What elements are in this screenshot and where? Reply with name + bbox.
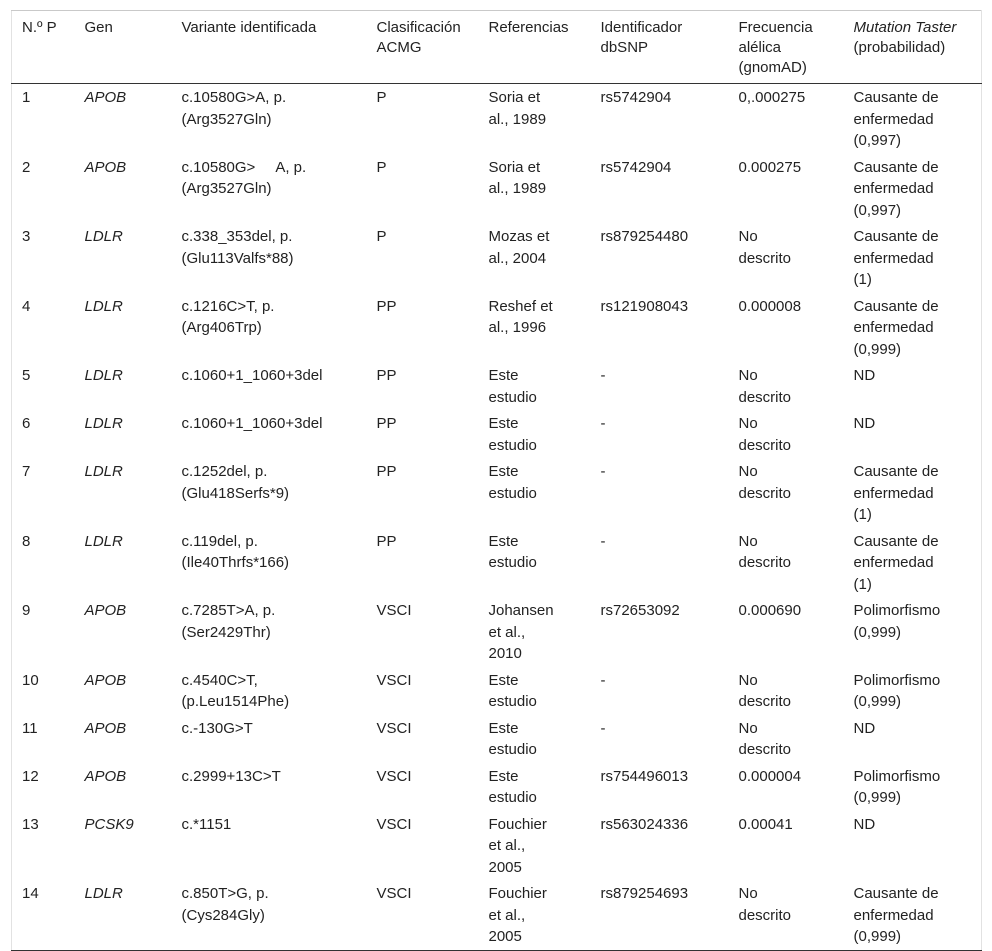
cell-gen: APOB	[84, 671, 127, 689]
cell-variante	[172, 880, 367, 950]
cell-referencias	[479, 154, 591, 224]
ref-line3: 2005	[488, 858, 522, 876]
freq-line1: No	[738, 463, 758, 480]
cell-acmg: VSCI	[376, 602, 412, 619]
ref-line2: estudio	[488, 693, 537, 710]
mt-line2: enfermedad	[853, 180, 934, 197]
mt-line2: enfermedad	[853, 906, 934, 924]
freq-line1: No	[738, 719, 758, 737]
cell-acmg: PP	[376, 367, 397, 384]
variante-line2: (p.Leu1514Phe)	[181, 693, 290, 710]
cell-frecuencia: 0,.000275	[738, 89, 806, 106]
cell-gen: LDLR	[84, 367, 123, 384]
header-dbsnp-line2: dbSNP	[600, 39, 649, 56]
cell-variante	[172, 223, 367, 293]
header-variante-label: Variante identificada	[181, 19, 317, 36]
variante-line2: (Arg406Trp)	[181, 319, 262, 336]
cell-acmg: PP	[376, 297, 397, 315]
cell-mutation-taster	[844, 763, 982, 811]
ref-line1: Soria et	[488, 158, 541, 176]
cell-referencias	[479, 223, 591, 293]
cell-referencias	[479, 362, 591, 410]
variante-line2: (Glu113Valfs*88)	[181, 249, 294, 267]
mt-line1: Polimorfismo	[853, 767, 941, 785]
freq-line2: descrito	[738, 554, 792, 571]
cell-dbsnp: -	[600, 367, 606, 384]
cell-np: 5	[12, 362, 75, 410]
freq-line1: No	[738, 671, 758, 689]
freq-line1: No	[738, 415, 758, 432]
cell-dbsnp: -	[600, 719, 606, 737]
cell-dbsnp: -	[600, 532, 606, 550]
ref-line2: estudio	[488, 388, 537, 406]
cell-gen: LDLR	[84, 415, 123, 432]
ref-line2: et al.,	[488, 906, 526, 924]
cell-acmg: VSCI	[376, 767, 412, 785]
variante-line1: c.4540C>T,	[181, 671, 258, 689]
header-gen	[75, 11, 172, 84]
cell-mutation-taster	[844, 667, 982, 715]
cell-gen: LDLR	[84, 532, 123, 550]
cell-variante	[172, 597, 367, 667]
cell-referencias	[479, 667, 591, 715]
freq-line2: descrito	[738, 484, 792, 502]
cell-dbsnp: rs72653092	[600, 602, 680, 619]
header-np-label: N.º P	[22, 19, 57, 36]
cell-mutation-taster	[844, 597, 982, 667]
cell-frecuencia	[729, 880, 844, 950]
header-dbsnp	[591, 11, 729, 84]
cell-variante: c.2999+13C>T	[181, 767, 281, 785]
mt-line3: (1)	[853, 271, 872, 288]
cell-dbsnp: rs879254693	[591, 880, 729, 950]
variante-line2: (Arg3527Gln)	[181, 180, 272, 197]
cell-frecuencia	[729, 715, 844, 763]
header-clasificacion-line2: ACMG	[376, 39, 422, 56]
header-mutation-taster-label: Mutation Taster	[853, 19, 957, 36]
cell-mutation-taster	[844, 84, 982, 154]
cell-frecuencia: 0.000275	[738, 158, 802, 176]
mt-line3: (0,999)	[853, 928, 902, 945]
cell-dbsnp: rs5742904	[600, 89, 672, 106]
cell-np: 9	[12, 597, 75, 667]
cell-mutation-taster	[844, 458, 982, 528]
cell-gen: LDLR	[84, 297, 123, 315]
ref-line2: estudio	[488, 741, 537, 758]
table-row	[12, 410, 982, 458]
ref-line1: Reshef et	[488, 297, 553, 315]
header-mutation-taster	[844, 11, 982, 84]
cell-referencias	[479, 410, 591, 458]
header-frecuencia-line3: (gnomAD)	[738, 59, 807, 76]
header-mutation-taster-sub: (probabilidad)	[853, 39, 946, 56]
mt-line2: enfermedad	[853, 110, 934, 128]
mt-line3: (1)	[853, 575, 872, 593]
cell-dbsnp: rs5742904	[600, 158, 672, 176]
cell-mutation-taster	[844, 223, 982, 293]
variante-line1: c.10580G> A, p.	[181, 158, 307, 176]
ref-line2: estudio	[488, 484, 537, 502]
mt-line1: Polimorfismo	[853, 671, 941, 689]
freq-line2: descrito	[738, 741, 792, 758]
ref-line1: Este	[488, 463, 519, 480]
variante-line1: c.1252del, p.	[181, 463, 268, 480]
mt-line2: enfermedad	[853, 249, 934, 267]
mt-line2: (0,999)	[853, 623, 902, 641]
table-row	[12, 715, 982, 763]
mt-line1: Causante de	[853, 885, 939, 902]
header-referencias-label: Referencias	[488, 19, 569, 36]
cell-variante	[172, 293, 367, 363]
header-referencias	[479, 11, 591, 84]
variante-line2: (Arg3527Gln)	[181, 110, 272, 128]
cell-variante	[172, 84, 367, 154]
cell-np: 6	[12, 410, 75, 458]
variante-line1: c.338_353del, p.	[181, 228, 293, 245]
cell-np: 10	[12, 667, 75, 715]
cell-dbsnp: -	[600, 463, 606, 480]
cell-frecuencia	[729, 528, 844, 598]
table-row	[12, 293, 982, 363]
ref-line1: Este	[488, 532, 519, 550]
cell-dbsnp: -	[600, 415, 606, 432]
header-variante	[172, 11, 367, 84]
ref-line2: al., 1989	[488, 110, 547, 128]
cell-referencias	[479, 597, 591, 667]
cell-variante	[172, 154, 367, 224]
cell-np: 14	[12, 880, 75, 950]
cell-frecuencia: 0.000690	[738, 602, 802, 619]
freq-line2: descrito	[738, 693, 792, 710]
cell-acmg: VSCI	[367, 880, 479, 950]
variante-line2: (Ser2429Thr)	[181, 623, 271, 641]
mt-line3: (0,997)	[853, 201, 902, 219]
cell-referencias	[479, 811, 591, 881]
table-row	[12, 528, 982, 598]
cell-dbsnp: rs121908043	[600, 297, 689, 315]
ref-line2: et al.,	[488, 623, 526, 641]
header-row	[12, 11, 982, 84]
ref-line1: Este	[488, 719, 519, 737]
cell-np: 1	[12, 84, 75, 154]
mt-line2: enfermedad	[853, 484, 934, 502]
table-body	[12, 84, 982, 951]
table-row	[12, 811, 982, 881]
mt-line3: (1)	[853, 506, 872, 523]
ref-line2: estudio	[488, 436, 537, 454]
mt-line1: Causante de	[853, 532, 939, 550]
freq-line1: No	[738, 885, 758, 902]
cell-frecuencia	[729, 667, 844, 715]
mt-line1: Causante de	[853, 297, 939, 315]
variante-line1: c.119del, p.	[181, 532, 258, 550]
cell-gen: APOB	[84, 158, 127, 176]
cell-dbsnp: rs563024336	[600, 815, 689, 833]
table-header	[12, 11, 982, 84]
cell-variante: c.1060+1_1060+3del	[181, 367, 323, 384]
ref-line1: Este	[488, 671, 519, 689]
mt-line3: (0,997)	[853, 132, 902, 149]
cell-referencias	[479, 715, 591, 763]
ref-line1: Este	[488, 767, 519, 785]
ref-line2: al., 2004	[488, 249, 547, 267]
variante-line1: c.7285T>A, p.	[181, 602, 276, 619]
cell-variante: c.-130G>T	[181, 719, 253, 737]
mt-line2: (0,999)	[853, 789, 902, 806]
cell-mutation-taster: ND	[844, 410, 982, 458]
header-frecuencia-line2: alélica	[738, 39, 782, 56]
cell-gen: APOB	[84, 602, 127, 619]
cell-np: 8	[12, 528, 75, 598]
cell-gen: APOB	[84, 89, 127, 106]
cell-mutation-taster: ND	[844, 362, 982, 410]
mt-line1: Causante de	[853, 463, 939, 480]
cell-gen: LDLR	[84, 463, 123, 480]
mt-line2: (0,999)	[853, 693, 902, 710]
cell-variante	[172, 528, 367, 598]
variante-line1: c.10580G>A, p.	[181, 89, 287, 106]
table-row	[12, 880, 982, 950]
cell-acmg: PP	[376, 415, 397, 432]
cell-mutation-taster: ND	[844, 811, 982, 881]
table-row	[12, 597, 982, 667]
header-clasificacion-line1: Clasificación	[376, 19, 461, 36]
variants-table	[11, 10, 982, 951]
cell-referencias	[479, 880, 591, 950]
cell-mutation-taster	[844, 293, 982, 363]
variante-line1: c.1216C>T, p.	[181, 297, 275, 315]
mt-line2: enfermedad	[853, 554, 934, 571]
variante-line2: (Ile40Thrfs*166)	[181, 554, 290, 571]
freq-line2: descrito	[738, 436, 792, 454]
ref-line1: Soria et	[488, 89, 541, 106]
cell-variante	[172, 667, 367, 715]
cell-gen: LDLR	[84, 228, 123, 245]
cell-mutation-taster: ND	[844, 715, 982, 763]
table-row	[12, 458, 982, 528]
freq-line2: descrito	[738, 249, 792, 267]
freq-line1: No	[738, 228, 758, 245]
table-row	[12, 362, 982, 410]
ref-line2: et al.,	[488, 837, 526, 854]
cell-acmg: P	[376, 89, 387, 106]
mt-line1: Causante de	[853, 158, 939, 176]
ref-line1: Este	[488, 367, 519, 384]
cell-referencias	[479, 458, 591, 528]
cell-frecuencia	[729, 362, 844, 410]
ref-line2: al., 1996	[488, 319, 547, 336]
cell-referencias	[479, 293, 591, 363]
cell-acmg: VSCI	[376, 719, 412, 737]
table-row	[12, 154, 982, 224]
cell-np: 3	[12, 223, 75, 293]
cell-frecuencia	[729, 223, 844, 293]
freq-line2: descrito	[738, 388, 792, 406]
table-row	[12, 223, 982, 293]
cell-np: 11	[12, 715, 75, 763]
freq-line1: No	[738, 532, 758, 550]
cell-acmg: P	[376, 158, 387, 176]
cell-referencias	[479, 763, 591, 811]
cell-referencias	[479, 84, 591, 154]
cell-np: 7	[12, 458, 75, 528]
cell-acmg: VSCI	[376, 815, 412, 833]
cell-acmg: VSCI	[376, 671, 412, 689]
cell-np: 12	[12, 763, 75, 811]
ref-line1: Este	[488, 415, 519, 432]
cell-mutation-taster	[844, 528, 982, 598]
cell-referencias	[479, 528, 591, 598]
cell-gen: LDLR	[75, 880, 172, 950]
ref-line1: Johansen	[488, 602, 554, 619]
ref-line1: Mozas et	[488, 228, 550, 245]
cell-gen: PCSK9	[84, 815, 134, 833]
mt-line2: enfermedad	[853, 319, 934, 336]
ref-line2: estudio	[488, 554, 537, 571]
ref-line1: Fouchier	[488, 815, 547, 833]
cell-mutation-taster	[844, 880, 982, 950]
header-dbsnp-line1: Identificador	[600, 19, 683, 36]
header-frecuencia	[729, 11, 844, 84]
cell-frecuencia	[729, 410, 844, 458]
mt-line1: Polimorfismo	[853, 602, 941, 619]
ref-line3: 2010	[488, 645, 522, 662]
cell-dbsnp: rs879254480	[600, 228, 689, 245]
table-row	[12, 84, 982, 154]
cell-frecuencia: 0.00041	[738, 815, 793, 833]
header-clasificacion	[367, 11, 479, 84]
cell-gen: APOB	[84, 719, 127, 737]
variante-line2: (Cys284Gly)	[181, 906, 265, 924]
ref-line1: Fouchier	[488, 885, 547, 902]
mt-line3: (0,999)	[853, 340, 902, 358]
cell-gen: APOB	[84, 767, 127, 785]
header-gen-label: Gen	[84, 19, 113, 36]
cell-acmg: PP	[376, 532, 397, 550]
ref-line3: 2005	[488, 928, 522, 945]
cell-np: 2	[12, 154, 75, 224]
freq-line2: descrito	[738, 906, 792, 924]
cell-dbsnp: rs754496013	[600, 767, 689, 785]
cell-np: 13	[12, 811, 75, 881]
cell-variante	[172, 458, 367, 528]
ref-line2: estudio	[488, 789, 537, 806]
freq-line1: No	[738, 367, 758, 384]
cell-variante: c.*1151	[181, 815, 232, 833]
table-row	[12, 763, 982, 811]
cell-dbsnp: -	[600, 671, 606, 689]
mt-line1: Causante de	[853, 228, 939, 245]
cell-np: 4	[12, 293, 75, 363]
variante-line2: (Glu418Serfs*9)	[181, 484, 290, 502]
cell-acmg: PP	[376, 463, 397, 480]
variants-table-container	[11, 10, 981, 951]
variante-line1: c.850T>G, p.	[181, 885, 269, 902]
ref-line2: al., 1989	[488, 180, 547, 197]
table-row	[12, 667, 982, 715]
cell-acmg: P	[376, 228, 387, 245]
cell-frecuencia: 0.000008	[738, 297, 802, 315]
header-np	[12, 11, 75, 84]
cell-frecuencia	[729, 458, 844, 528]
header-frecuencia-line1: Frecuencia	[738, 19, 813, 36]
mt-line1: Causante de	[853, 89, 939, 106]
cell-variante: c.1060+1_1060+3del	[181, 415, 323, 432]
cell-frecuencia: 0.000004	[738, 767, 802, 785]
cell-mutation-taster	[844, 154, 982, 224]
